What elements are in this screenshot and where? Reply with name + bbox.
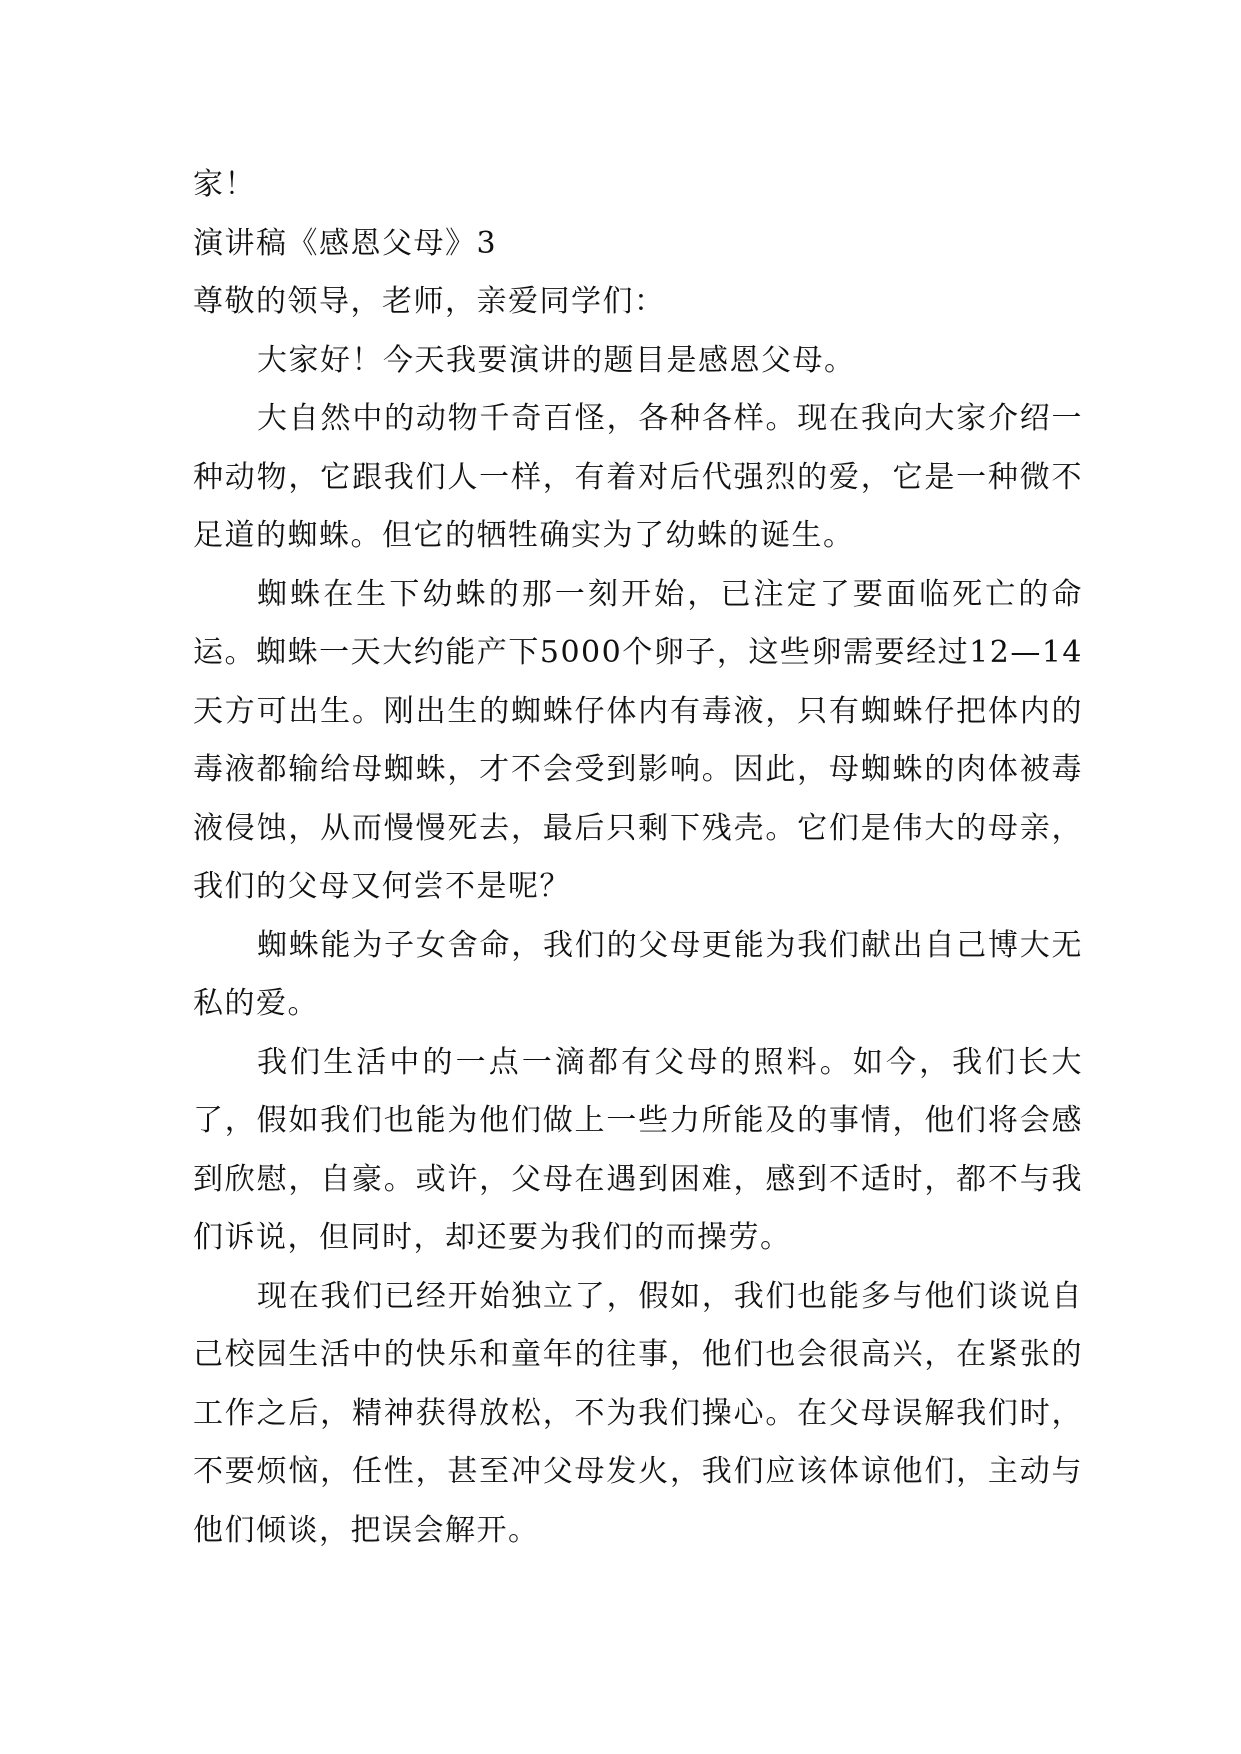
document-body [193,156,1083,1560]
speech-title: 演讲稿《感恩父母》3 [193,225,498,261]
paragraph-spider-intro: 大自然中的动物千奇百怪，各种各样。现在我向大家介绍一种动物，它跟我们人一样，有着对后代强烈的爱，它是一种微不足道的蜘蛛。但它的牺牲确实为了幼蛛的诞生。 [193,401,1083,553]
paragraph-selfless-love: 蜘蛛能为子女舍命，我们的父母更能为我们献出自己博大无私的爱。 [193,927,1083,1021]
salutation: 尊敬的领导，老师，亲爱同学们： [193,284,666,319]
paragraph-greeting: 大家好！今天我要演讲的题目是感恩父母。 [257,342,856,378]
paragraph-spider-fate: 蜘蛛在生下幼蛛的那一刻开始，已注定了要面临死亡的命运。蜘蛛一天大约能产下5000个卵子，这些卵需要经过12—14天方可出生。刚出生的蜘蛛仔体内有毒液，只有蜘蛛仔把体内的毒液都输给母蜘蛛，才不会受到影响。因此，母蜘蛛的肉体被毒液侵蚀，从而慢慢死去，最后只剩下残壳。它们是伟大的母亲，我们的父母又何尝不是呢？ [193,576,1083,904]
text-line-continuation: 家！ [193,167,256,202]
paragraph-parents-care: 我们生活中的一点一滴都有父母的照料。如今，我们长大了，假如我们也能为他们做上一些力所能及的事情，他们将会感到欣慰，自豪。或许，父母在遇到困难，感到不适时，都不与我们诉说，但同时，却还要为我们的而操劳。 [193,1044,1083,1255]
paragraph-independence: 现在我们已经开始独立了，假如，我们也能多与他们谈说自己校园生活中的快乐和童年的往事，他们也会很高兴，在紧张的工作之后，精神获得放松，不为我们操心。在父母误解我们时，不要烦恼，任性，甚至冲父母发火，我们应该体谅他们，主动与他们倾谈，把误会解开。 [193,1278,1083,1548]
